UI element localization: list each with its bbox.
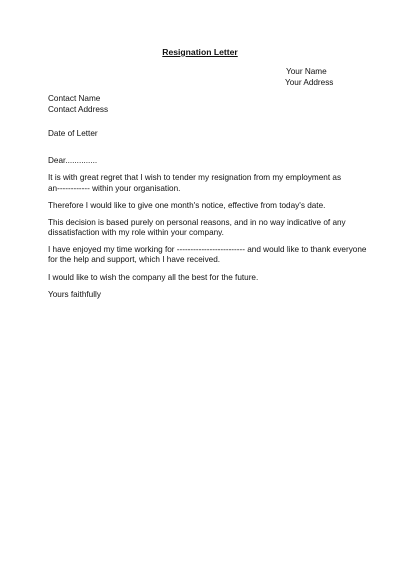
recipient-name: Contact Name [48,94,101,103]
letter-date: Date of Letter [48,129,98,138]
paragraph-notice [48,201,358,211]
paragraph-reasons [48,218,358,239]
paragraph-line: dissatisfaction with my role within your company. [48,228,224,238]
sender-block [286,67,333,88]
letter-title: Resignation Letter [162,47,238,57]
paragraph-line: Therefore I would like to give one month's notice, effective from today's date. [48,200,326,210]
closing: Yours faithfully [48,289,101,299]
sender-address: Your Address [285,77,334,87]
paragraph-line: I have enjoyed my time working for ------------------------- and would like to thank everyone [48,245,367,255]
recipient-address: Contact Address [48,104,109,114]
sender-name: Your Name [286,67,327,76]
paragraph-regret [48,173,358,194]
paragraph-line: It is with great regret that I wish to tender my resignation from my employment as [48,173,342,183]
paragraph-line: for the help and support, which I have received. [48,255,221,265]
salutation: Dear.............. [48,156,98,165]
paragraph-line: an------------ within your organisation. [48,183,181,193]
paragraph-wishes [48,273,358,283]
paragraph-line: I would like to wish the company all the best for the future. [48,272,259,282]
paragraph-line: This decision is based purely on personal reasons, and in no way indicative of any [48,217,346,227]
recipient-block [48,94,108,115]
letter-body [48,156,367,307]
paragraph-thanks [48,245,367,266]
